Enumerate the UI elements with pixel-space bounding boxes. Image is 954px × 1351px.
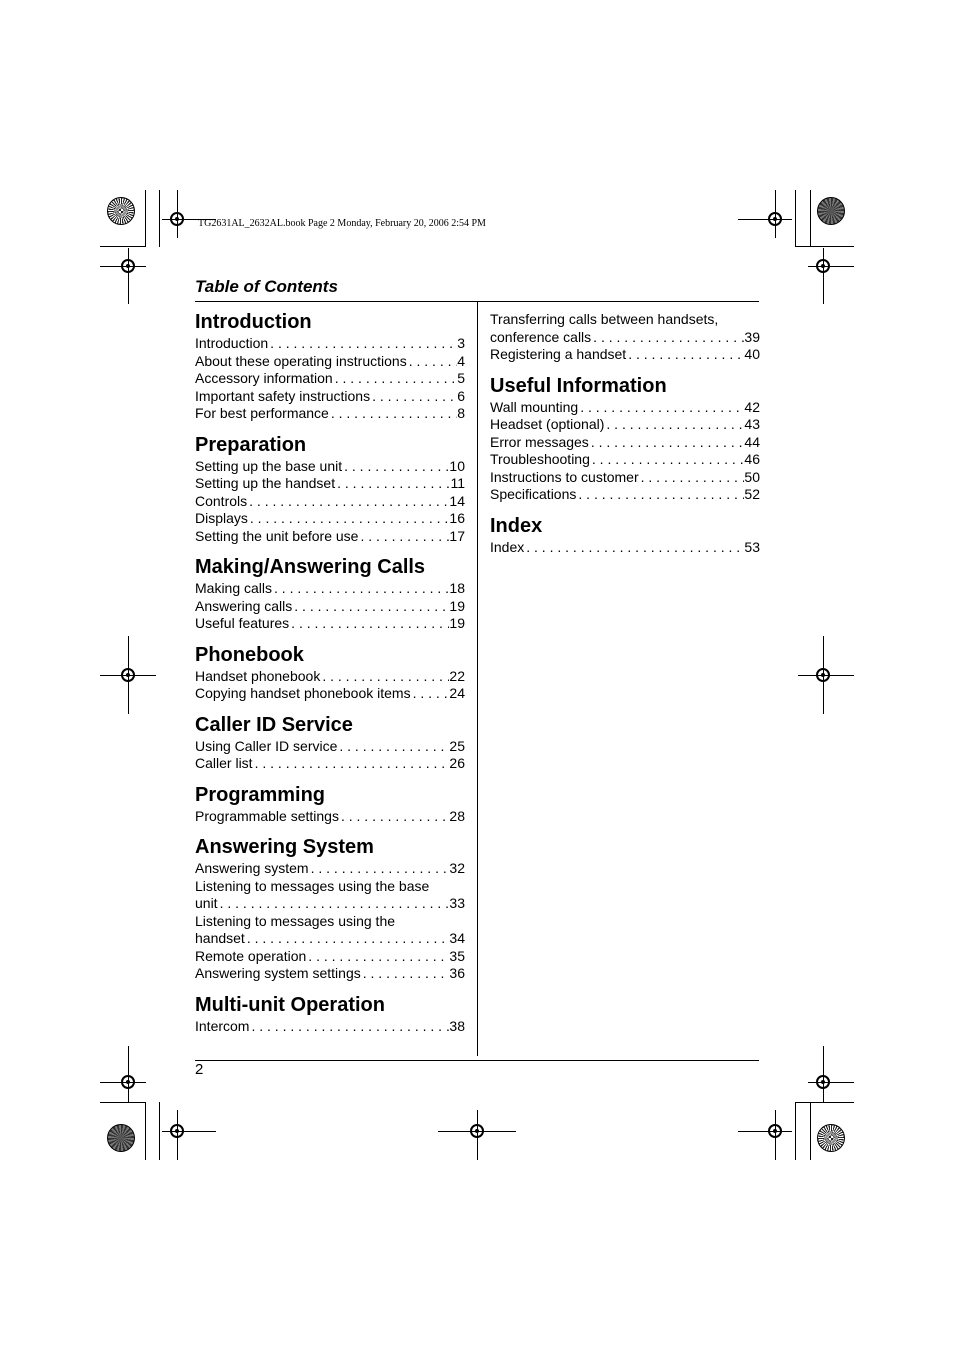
toc-entry-page: 6	[457, 387, 465, 404]
dot-leader	[289, 615, 449, 633]
toc-left-column	[195, 309, 465, 1044]
book-info: TG2631AL_2632AL.book Page 2 Monday, February 20, 2006 2:54 PM	[198, 218, 486, 229]
dot-leader	[292, 598, 449, 616]
toc-entry-page: 36	[449, 965, 465, 981]
toc-entry[interactable]	[195, 335, 465, 353]
toc-section	[490, 373, 760, 504]
toc-entry-title: Controls	[195, 492, 248, 509]
toc-entry-page: 19	[449, 615, 465, 631]
toc-entry-title: Caller list	[195, 755, 253, 771]
toc-entry-page: 28	[449, 807, 465, 824]
dot-leader	[639, 469, 745, 487]
toc-entry[interactable]	[490, 346, 760, 364]
dot-leader	[249, 1018, 449, 1036]
dot-leader	[247, 493, 449, 511]
toc-entry-title: Using Caller ID service	[195, 737, 338, 754]
dot-leader	[591, 329, 744, 347]
section-heading: Preparation	[195, 433, 307, 456]
toc-entry-page: 52	[744, 486, 760, 502]
dot-leader	[333, 370, 457, 388]
toc-entry[interactable]	[490, 451, 760, 469]
toc-entry-page: 5	[457, 370, 465, 386]
toc-entry-page: 14	[449, 492, 465, 509]
toc-entry[interactable]	[195, 860, 465, 878]
toc-entry[interactable]	[195, 458, 465, 476]
toc-entry-title: Index	[490, 538, 525, 555]
dot-leader	[342, 458, 449, 476]
toc-entry-line[interactable]: Listening to messages using the base	[195, 877, 430, 894]
toc-entry-title: Displays	[195, 510, 248, 526]
toc-entry-page: 39	[744, 328, 760, 345]
toc-entry[interactable]	[195, 1018, 465, 1036]
toc-entry-line[interactable]: Transferring calls between handsets,	[490, 311, 719, 327]
toc-entry-page: 35	[449, 947, 465, 964]
toc-entry-title: Making calls	[195, 580, 273, 596]
toc-entry-title: Answering system settings	[195, 965, 361, 981]
toc-entry-title: Copying handset phonebook items	[195, 685, 411, 701]
toc-entry[interactable]	[490, 469, 760, 487]
page-number: 2	[195, 1061, 204, 1078]
toc-entry-title: Setting up the handset	[195, 475, 336, 491]
toc-section	[490, 311, 760, 364]
dot-leader	[248, 510, 450, 528]
toc-entry[interactable]	[195, 930, 465, 948]
toc-entry-title: Setting up the base unit	[195, 457, 343, 474]
page-title: Table of Contents	[195, 277, 338, 296]
dot-leader	[604, 416, 744, 434]
toc-entry-page: 11	[450, 475, 465, 491]
toc-entry[interactable]	[490, 539, 760, 557]
section-heading: Caller ID Service	[195, 713, 353, 736]
toc-entry-page: 8	[457, 405, 465, 421]
toc-entry-title: About these operating instructions	[195, 352, 407, 369]
toc-entry-page: 25	[449, 737, 465, 754]
toc-entry[interactable]	[195, 808, 465, 826]
toc-entry-page: 53	[744, 538, 760, 555]
dot-leader	[268, 335, 457, 353]
dot-leader	[339, 808, 449, 826]
toc-entry-title: Important safety instructions	[195, 387, 371, 404]
toc-section	[195, 782, 465, 826]
toc-entry[interactable]	[195, 370, 465, 388]
toc-entry-title: For best performance	[195, 405, 329, 421]
section-heading: Making/Answering Calls	[195, 556, 426, 578]
section-heading: Useful Information	[490, 374, 667, 397]
toc-entry[interactable]	[195, 405, 465, 423]
section-heading: Introduction	[195, 311, 312, 333]
toc-entry[interactable]	[195, 580, 465, 598]
toc-entry-title: Error messages	[490, 433, 589, 450]
toc-entry-title: Troubleshooting	[490, 451, 590, 467]
toc-entry-page: 43	[744, 416, 760, 432]
toc-entry[interactable]	[195, 895, 465, 913]
toc-section	[195, 992, 465, 1036]
dot-leader	[253, 755, 450, 773]
toc-entry-title: conference calls	[490, 328, 592, 345]
dot-leader	[272, 580, 449, 598]
dot-leader	[578, 399, 744, 417]
toc-section	[195, 642, 465, 703]
toc-entry-title: Headset (optional)	[490, 416, 605, 432]
dot-leader	[524, 539, 744, 557]
column-divider	[477, 302, 478, 1056]
dot-leader	[576, 486, 744, 504]
toc-entry[interactable]	[195, 668, 465, 686]
dot-leader	[411, 685, 450, 703]
toc-entry[interactable]	[195, 755, 465, 773]
registration-disc-icon	[107, 1124, 135, 1152]
section-heading: Programming	[195, 783, 326, 806]
registration-disc-icon	[107, 197, 135, 225]
toc-entry-page: 38	[449, 1017, 465, 1034]
toc-entry-title: Introduction	[195, 335, 269, 351]
toc-entry-title: unit	[195, 895, 218, 911]
toc-section	[195, 554, 465, 633]
toc-entry[interactable]	[195, 528, 465, 546]
toc-entry[interactable]	[490, 434, 760, 452]
toc-entry-title: Intercom	[195, 1017, 250, 1034]
toc-entry-page: 19	[449, 597, 465, 614]
dot-leader	[335, 475, 450, 493]
toc-entry-title: Registering a handset	[490, 346, 627, 362]
toc-entry[interactable]	[490, 416, 760, 434]
toc-right-column	[490, 311, 760, 565]
toc-entry-page: 40	[744, 346, 760, 362]
section-heading: Answering System	[195, 836, 374, 858]
toc-entry-page: 34	[449, 930, 465, 946]
toc-entry[interactable]	[195, 388, 465, 406]
dot-leader	[337, 738, 449, 756]
toc-entry-page: 24	[449, 685, 465, 701]
toc-entry-page: 42	[744, 398, 760, 415]
dot-leader	[589, 434, 745, 452]
dot-leader	[306, 948, 449, 966]
dot-leader	[407, 353, 458, 371]
toc-entry[interactable]	[195, 493, 465, 511]
dot-leader	[218, 895, 450, 913]
toc-entry-page: 10	[449, 457, 465, 474]
toc-entry-title: Setting the unit before use	[195, 527, 359, 544]
toc-entry-page: 50	[744, 468, 760, 485]
dot-leader	[329, 405, 457, 423]
section-heading: Multi-unit Operation	[195, 993, 385, 1016]
registration-disc-icon	[817, 1124, 845, 1152]
toc-entry[interactable]	[490, 329, 760, 347]
toc-entry-page: 33	[449, 895, 465, 911]
toc-entry-title: Accessory information	[195, 370, 333, 386]
dot-leader	[245, 930, 450, 948]
toc-entry[interactable]	[490, 486, 760, 504]
toc-entry-page: 4	[457, 352, 465, 369]
toc-entry-page: 32	[449, 860, 465, 876]
toc-entry-page: 16	[449, 510, 465, 526]
footer-rule	[195, 1060, 759, 1061]
toc-entry[interactable]	[195, 965, 465, 983]
toc-section	[195, 834, 465, 983]
toc-entry-page: 22	[449, 667, 465, 684]
toc-entry-title: Specifications	[490, 486, 577, 502]
toc-entry-title: Useful features	[195, 615, 290, 631]
section-heading: Phonebook	[195, 643, 304, 666]
toc-section	[195, 309, 465, 423]
dot-leader	[361, 965, 450, 983]
toc-entry-line[interactable]: Listening to messages using the	[195, 912, 396, 929]
toc-entry-title: Handset phonebook	[195, 667, 321, 684]
toc-entry[interactable]	[490, 399, 760, 417]
toc-entry[interactable]	[195, 948, 465, 966]
dot-leader	[320, 668, 449, 686]
toc-entry-page: 26	[449, 755, 465, 771]
toc-section	[195, 712, 465, 773]
dot-leader	[358, 528, 449, 546]
toc-section	[195, 432, 465, 546]
toc-entry[interactable]	[195, 598, 465, 616]
dot-leader	[626, 346, 744, 364]
toc-entry-page: 18	[449, 580, 465, 596]
dot-leader	[309, 860, 450, 878]
dot-leader	[590, 451, 745, 469]
toc-entry-title: Remote operation	[195, 947, 307, 964]
toc-entry[interactable]	[195, 510, 465, 528]
toc-entry-title: Programmable settings	[195, 807, 339, 824]
toc-entry-title: Instructions to customer	[490, 468, 639, 485]
toc-entry-page: 3	[457, 335, 465, 351]
toc-entry-title: Answering system	[195, 860, 309, 876]
toc-entry-page: 17	[449, 527, 465, 544]
toc-section	[490, 513, 760, 557]
toc-entry[interactable]	[195, 738, 465, 756]
toc-entry-page: 44	[744, 433, 760, 450]
toc-entry-title: Answering calls	[195, 597, 293, 614]
toc-entry[interactable]	[195, 353, 465, 371]
toc-entry-page: 46	[744, 451, 760, 467]
dot-leader	[370, 388, 457, 406]
toc-entry-title: handset	[195, 930, 245, 946]
toc-entry[interactable]	[195, 685, 465, 703]
toc-entry[interactable]	[195, 615, 465, 633]
section-heading: Index	[490, 514, 543, 537]
toc-entry[interactable]	[195, 475, 465, 493]
toc-entry-title: Wall mounting	[490, 398, 579, 415]
registration-disc-icon	[817, 197, 845, 225]
